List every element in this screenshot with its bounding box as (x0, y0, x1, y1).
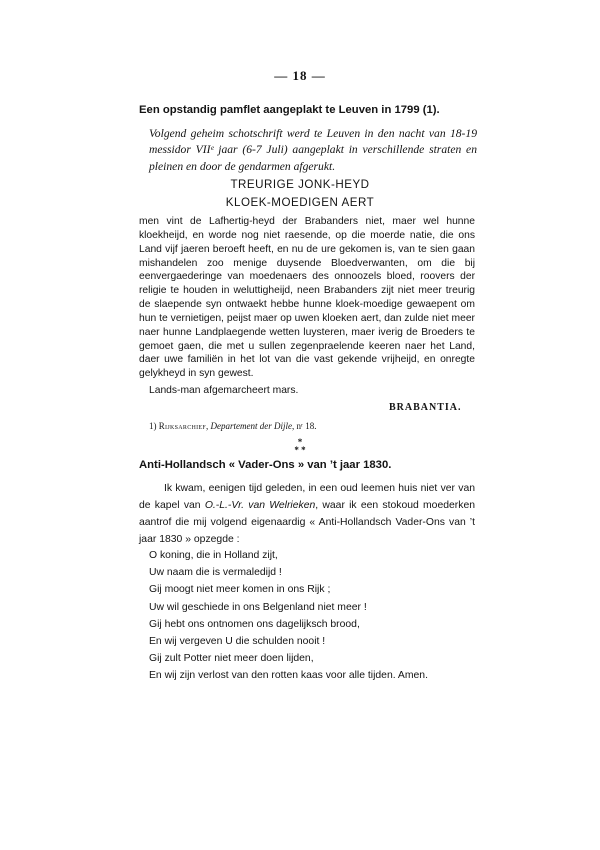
footnote-number: , nʳ 18. (292, 421, 317, 431)
intro-text-end: , waar ik een stokoud moederken aantrof die mij volgend eigenaardig « Anti-Hollandsch Vader-Ons van ’t jaar 1830 » opzegde : (139, 500, 476, 546)
chapel-name: O.-L.-Vr. van Welrieken (204, 500, 316, 512)
pamphlet-signature: BRABANTIA. (389, 402, 462, 413)
separator-star-bottom: * * (294, 445, 306, 455)
prayer-line: Uw naam die is vermaledijd ! (149, 567, 282, 579)
section-heading-vader-ons: Anti-Hollandsch « Vader-Ons » van ’t jaar 1830. (139, 459, 392, 471)
footnote-archive: Rijksarchief (158, 421, 207, 431)
pamphlet-title-line-1: TREURIGE JONK-HEYD (230, 178, 370, 191)
prayer-line: En wij zijn verlost van den rotten kaas voor alle tijden. Amen. (149, 670, 428, 682)
prayer-line: Uw wil geschiede in ons Belgenland niet meer ! (149, 601, 367, 613)
separator-star-top: * (297, 437, 303, 447)
prayer-line: O koning, die in Holland zijt, (149, 550, 278, 561)
prayer-line: Gij zult Potter niet meer doen lijden, (149, 653, 314, 665)
vader-ons-intro (139, 480, 475, 548)
intro-text-start: Ik kwam, eenigen tijd geleden, in een oud leemen huis niet ver van de kapel van (139, 483, 475, 512)
footnote-marker: 1) (149, 421, 157, 431)
footnote: 1) Rijksarchief, Departement der Dijle, nʳ 18. (149, 421, 317, 431)
pamphlet-text: men vint de Lafhertig-heyd der Brabanders niet, maer wel hunne kloekheijd, en worde nog niet raesende, op die moerde natie, die ons Land vijf jaeren beroeft heeft, en nu de ure gekomen is, van te sien gaan mishandelen zoo menige duysende Bloedverwanten, om die bij eenvergaederinge van moedenaers des onnoozels bloed, roovers der religie te houden in weluttigheijd, neen Brabanders zijt niet meer treurig de slaepende syn ontwaekt hebbe hunne kloek-moedige gewaepent om hun te vernietigen, peijst maer op uwen kloeken aert, dan zulde niet meer naer hunne Landplaegende wetten luysteren, maer iverig de Broeders te gemoet gaen, die met u sullen zegenpraelende keeren naer het Land, daer uwe familiën in het lot van die vast gekende vrijheijd, en onregte gelykheyd in syn gewest. (139, 216, 475, 380)
vader-ons-intro-paragraph (139, 480, 475, 548)
footnote-department: Departement der Dijle (210, 421, 293, 431)
section-heading-pamphlet: Een opstandig pamflet aangeplakt te Leuven in 1799 (1). (139, 104, 440, 116)
pamphlet-title-line-2: KLOEK-MOEDIGEN AERT (225, 196, 375, 209)
page-number: — 18 — (274, 68, 326, 83)
prayer-line: En wij vergeven U die schulden nooit ! (149, 636, 326, 648)
pamphlet-signoff: Lands-man afgemarcheert mars. (149, 385, 299, 396)
prayer-line: Gij hebt ons ontnomen ons dagelijksch brood, (149, 618, 360, 630)
pamphlet-intro: Volgend geheim schotschrift werd te Leuven in den nacht van 18-19 messidor VIIᵉ jaar (6-7 Juli) aangeplakt in verschillende straten en pleinen en door de gendarmen afgerukt. (149, 127, 477, 173)
prayer-verse (149, 547, 479, 685)
prayer-line: Gij moogt niet meer komen in ons Rijk ; (149, 584, 331, 596)
